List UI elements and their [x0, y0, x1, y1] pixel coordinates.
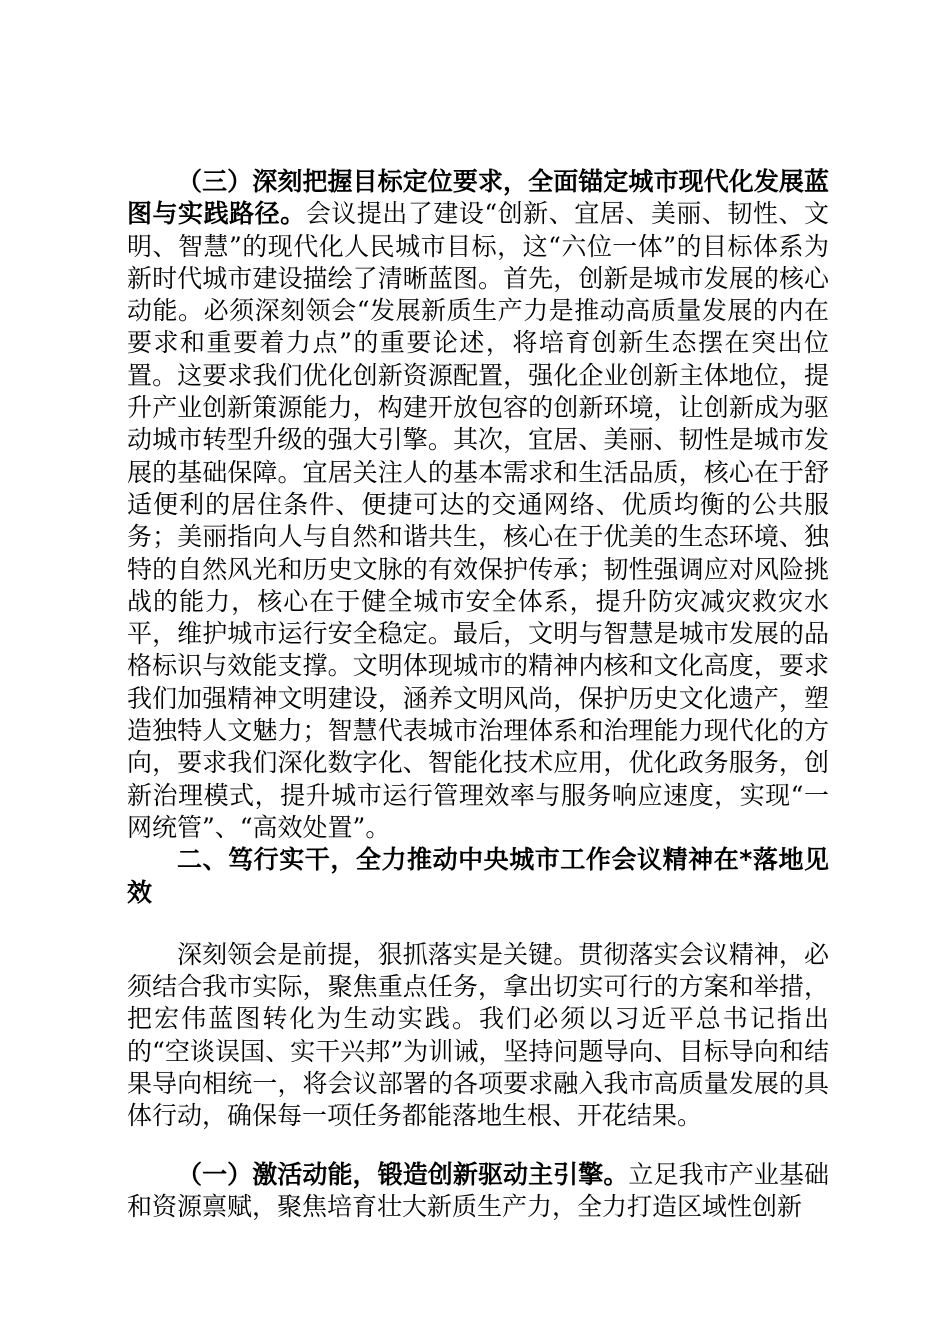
- paragraph-body-text: 会议提出了建设“创新、宜居、美丽、韧性、文明、智慧”的现代化人民城市目标，这“六位一体”的目标体系为新时代城市建设描绘了清晰蓝图。首先，创新是城市发展的核心动能。必须深刻领会“发展新质生产力是推动高质量发展的内在要求和重要着力点”的重要论述，将培育创新生态摆在突出位置。这要求我们优化创新资源配置，强化企业创新主体地位，提升产业创新策源能力，构建开放包容的创新环境，让创新成为驱动城市转型升级的强大引擎。其次，宜居、美丽、韧性是城市发展的基础保障。宜居关注人的基本需求和生活品质，核心在于舒适便利的居住条件、便捷可达的交通网络、优质均衡的公共服务；美丽指向人与自然和谐共生，核心在于优美的生态环境、独特的自然风光和历史文脉的有效保护传承；韧性强调应对风险挑战的能力，核心在于健全城市安全体系，提升防灾减灾救灾水平，维护城市运行安全稳定。最后，文明与智慧是城市发展的品格标识与效能支撑。文明体现城市的精神内核和文化高度，要求我们加强精神文明建设，涵养文明风尚，保护历史文化遗产，塑造独特人文魅力；智慧代表城市治理体系和治理能力现代化的方向，要求我们深化数字化、智能化技术应用，优化政务服务，创新治理模式，提升城市运行管理效率与服务响应速度，实现“一网统管”、“高效处置”。: [127, 199, 829, 842]
- paragraph-lead-bold: （三）深刻把握目标定位要求，全面锚定城市现代化发展蓝图与实践路径。: [127, 167, 829, 229]
- document-body: [127, 166, 829, 1223]
- paragraph-subsection-1: [127, 1159, 829, 1224]
- paragraph-body-text: 立足我市产业基础和资源禀赋，聚焦培育壮大新质生产力，全力打造区域性创新: [127, 1159, 829, 1221]
- paragraph-section-3: [127, 166, 829, 844]
- paragraph-intro: 深刻领会是前提，狠抓落实是关键。贯彻落实会议精神，必须结合我市实际，聚焦重点任务，拿出切实可行的方案和举措，把宏伟蓝图转化为生动实践。我们必须以习近平总书记指出的“空谈误国、实干兴邦”为训诫，坚持问题导向、目标导向和结果导向相统一，将会议部署的各项要求融入我市高质量发展的具体行动，确保每一项任务都能落地生根、开花结果。: [127, 939, 829, 1131]
- paragraph-lead-bold: （一）激活动能，锻造创新驱动主引擎。: [177, 1159, 629, 1189]
- section-heading-2: 二、笃行实干，全力推动中央城市工作会议精神在*落地见效: [127, 845, 829, 907]
